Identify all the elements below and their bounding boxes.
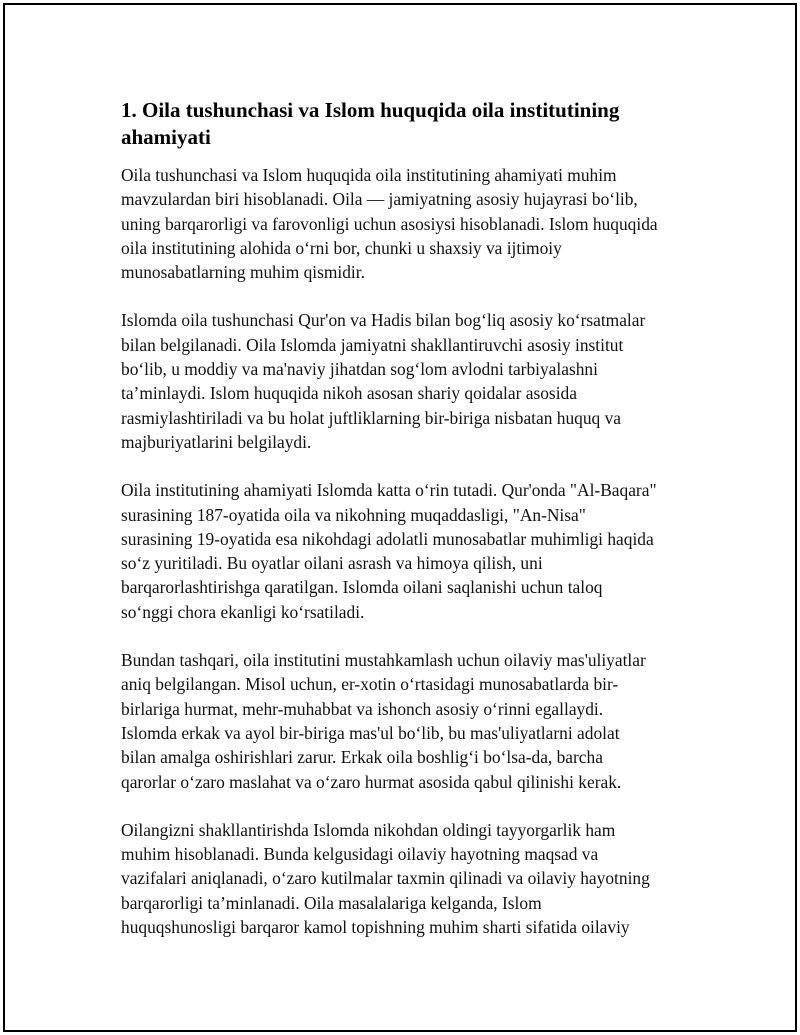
text-line: bilan amalga oshirishlari zarur. Erkak oila boshlig‘i bo‘lsa-da, barcha: [121, 747, 603, 768]
section-heading: [121, 97, 693, 151]
paragraph-2: [121, 308, 693, 454]
text-line: rasmiylashtiriladi va bu holat juftliklarning bir-biriga nisbatan huquq va: [121, 407, 622, 428]
text-line: Oila tushunchasi va Islom huquqida oila institutining ahamiyati muhim: [121, 165, 617, 185]
text-line: muhim hisoblanadi. Bunda kelgusidagi oilaviy hayotning maqsad va: [121, 844, 599, 865]
paragraph-4: [121, 648, 693, 794]
text-line: munosabatlarning muhim qismidir.: [121, 262, 365, 283]
paragraph-1: [121, 163, 693, 284]
text-line: Islomda erkak va ayol bir-biriga mas'ul bo‘lib, bu mas'uliyatlarni adolat: [121, 722, 620, 743]
text-line: surasining 187-oyatida oila va nikohning muqaddasligi, "An-Nisa": [121, 504, 586, 525]
paragraph-5: [121, 818, 693, 939]
document-page: [3, 3, 797, 1032]
text-line: oila institutining alohida o‘rni bor, chunki u shaxsiy va ijtimoiy: [121, 237, 562, 258]
text-line: barqarorlashtirishga qaratilgan. Islomda oilani saqlanishi uchun taloq: [121, 577, 603, 598]
text-line: aniq belgilangan. Misol uchun, er-xotin o‘rtasidagi munosabatlarda bir-: [121, 674, 619, 695]
text-line: surasining 19-oyatida esa nikohdagi adolatli munosabatlar muhimligi haqida: [121, 528, 654, 549]
text-line: Bundan tashqari, oila institutini mustahkamlash uchun oilaviy mas'uliyatlar: [121, 650, 646, 671]
text-line: mavzulardan biri hisoblanadi. Oila — jamiyatning asosiy hujayrasi bo‘lib,: [121, 189, 638, 210]
text-line: bo‘lib, u moddiy va ma'naviy jihatdan sog‘lom avlodni tarbiyalashni: [121, 359, 598, 380]
text-line: uning barqarorligi va farovonligi uchun asosiysi hisoblanadi. Islom huquqida: [121, 213, 658, 234]
text-line: birlariga hurmat, mehr-muhabbat va ishonch asosiy o‘rinni egallaydi.: [121, 698, 604, 719]
text-line: Islomda oila tushunchasi Qur'on va Hadis bilan bog‘liq asosiy ko‘rsatmalar: [121, 310, 646, 331]
text-line: huquqshunosligi barqaror kamol topishning muhim sharti sifatida oilaviy: [121, 917, 630, 938]
paragraph-3: [121, 478, 693, 624]
heading-line: ahamiyati: [121, 125, 211, 149]
text-line: so‘nggi chora ekanligi ko‘rsatiladi.: [121, 601, 365, 622]
text-line: ta’minlaydi. Islom huquqida nikoh asosan shariy qoidalar asosida: [121, 383, 577, 404]
document-body: [121, 97, 693, 963]
text-line: bilan belgilanadi. Oila Islomda jamiyatni shakllantiruvchi asosiy institut: [121, 334, 624, 355]
text-line: majburiyatlarini belgilaydi.: [121, 431, 312, 452]
text-line: so‘z yuritiladi. Bu oyatlar oilani asrash va himoya qilish, uni: [121, 553, 543, 574]
text-line: vazifalari aniqlanadi, o‘zaro kutilmalar taxmin qilinadi va oilaviy hayotning: [121, 868, 650, 889]
text-line: Oila institutining ahamiyati Islomda katta o‘rin tutadi. Qur'onda "Al-Baqara": [121, 480, 657, 501]
text-line: Oilangizni shakllantirishda Islomda nikohdan oldingi tayyorgarlik ham: [121, 819, 616, 840]
text-line: qarorlar o‘zaro maslahat va o‘zaro hurmat asosida qabul qilinishi kerak.: [121, 771, 622, 792]
text-line: barqarorligi ta’minlanadi. Oila masalalariga kelganda, Islom: [121, 892, 542, 913]
heading-line: 1. Oila tushunchasi va Islom huquqida oila institutining: [121, 98, 620, 122]
